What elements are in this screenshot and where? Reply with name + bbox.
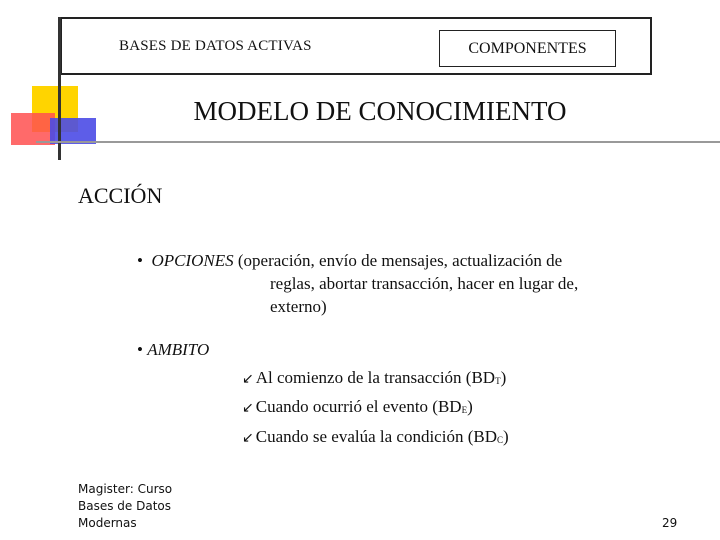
ambito-item-close: ) [500,368,507,387]
ambito-item-text: Cuando ocurrió el evento (BD [255,397,462,416]
bullet-dot: • [137,251,152,270]
bullet-opciones-line3: externo) [270,297,327,316]
footer-line: Modernas [78,516,137,530]
ambito-item-text: Cuando se evalúa la condición (BD [255,427,497,446]
footer-line: Bases de Datos [78,499,171,513]
slide-title: MODELO DE CONOCIMIENTO [193,96,567,126]
ambito-item-text: Al comienzo de la transacción (BD [255,368,496,387]
ambito-item-sub: T [495,376,501,386]
bullet-ambito [137,340,209,360]
arrow-icon: ↙ [242,371,254,387]
ambito-item-sub: C [496,435,503,445]
bullet-dot: • [137,340,148,359]
section-heading: ACCIÓN [78,183,163,208]
footer-credit [78,481,172,532]
title-underline [36,141,720,143]
components-label: COMPONENTES [468,39,587,57]
ambito-item-close: ) [467,397,473,416]
arrow-icon: ↙ [242,430,254,446]
ambito-item [242,397,473,417]
ambito-item-sub: E [461,405,468,415]
ambito-item-close: ) [503,427,509,446]
bullet-ambito-term: AMBITO [147,340,210,359]
bullet-opciones [137,249,657,318]
components-box [439,30,616,67]
decor-vertical-line [58,17,61,160]
bullet-opciones-line1: (operación, envío de mensajes, actualización de [233,251,563,270]
footer-line: Magister: Curso [78,482,173,496]
bullet-opciones-line2: reglas, abortar transacción, hacer en lugar de, [270,274,579,293]
page-number: 29 [662,516,678,530]
bullet-opciones-term: OPCIONES [151,251,234,270]
arrow-icon: ↙ [242,400,254,416]
header-left-label: BASES DE DATOS ACTIVAS [119,38,312,54]
ambito-item [242,368,506,388]
ambito-item [242,427,509,447]
